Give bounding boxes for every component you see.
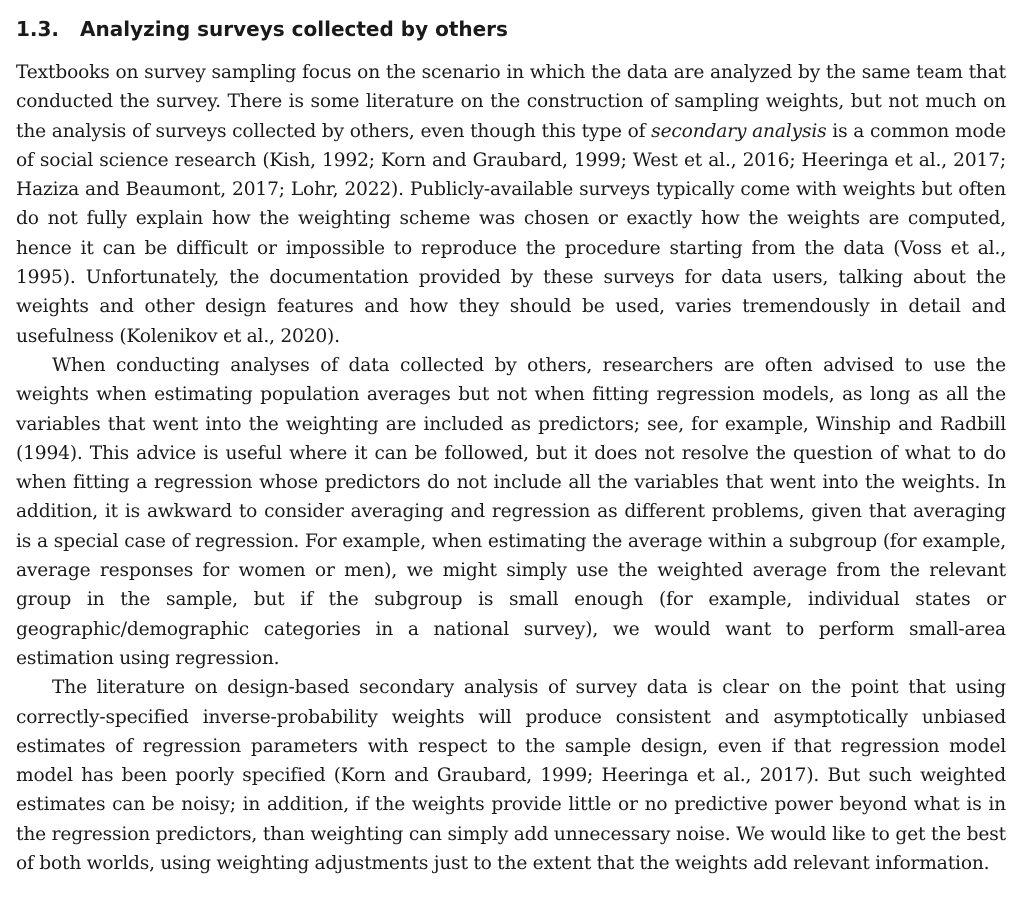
paragraph-3: The literature on design-based secondary analysis of survey data is clear on the point that using correctly-specified inverse-probability weights will produce consistent and asymptotically unbiased estimates of regression parameters with respect to the sample design, even if that regression model model has been poorly specified (Korn and Graubard, 1999; Heeringa et al., 2017). But such weighted estimates can be noisy; in addition, if the weights provide little or no predictive power beyond what is in the regression predictors, than weighting can simply add unnecessary noise. We would like to get the best of both worlds, using weighting adjustments just to the extent that the weights add relevant information. [16, 677, 1006, 875]
paragraph-1-text-a: Textbooks on survey sampling focus on the scenario in which the data are analyzed by the same team that conducted the survey. There is some literature on the construction of sampling weights, but not much on the analysis of surveys collected by others, even though this type of [16, 62, 1006, 142]
section-title: Analyzing surveys collected by others [80, 17, 508, 41]
section-heading [16, 14, 1006, 44]
paragraph-1 [16, 58, 1006, 351]
paragraph-1-text-b: is a common mode of social science research (Kish, 1992; Korn and Graubard, 1999; West et al., 2016; Heeringa et al., 2017; Haziza and Beaumont, 2017; Lohr, 2022). Publicly-available surveys typically come with weights but often do not fully explain how the weighting scheme was chosen or exactly how the weights are computed, hence it can be difficult or impossible to reproduce the procedure starting from the data (Voss et al., 1995). Unfortunately, the documentation provided by these surveys for data users, talking about the weights and other design features and how they should be used, varies tremendously in detail and usefulness (Kolenikov et al., 2020). [16, 120, 1006, 347]
paragraph-2: When conducting analyses of data collected by others, researchers are often advised to use the weights when estimating population averages but not when fitting regression models, as long as all the variables that went into the weighting are included as predictors; see, for example, Winship and Radbill (1994). This advice is useful where it can be followed, but it does not resolve the question of what to do when fitting a regression whose predictors do not include all the variables that went into the weights. In addition, it is awkward to consider averaging and regression as different problems, given that averaging is a special case of regression. For example, when estimating the average within a subgroup (for example, average responses for women or men), we might simply use the weighted average from the relevant group in the sample, but if the subgroup is small enough (for example, individual states or geographic/demographic categories in a national survey), we would want to perform small-area estimation using regression. [16, 354, 1006, 669]
section-number: 1.3. [16, 17, 60, 41]
paragraph-1-emphasis: secondary analysis [651, 120, 827, 142]
